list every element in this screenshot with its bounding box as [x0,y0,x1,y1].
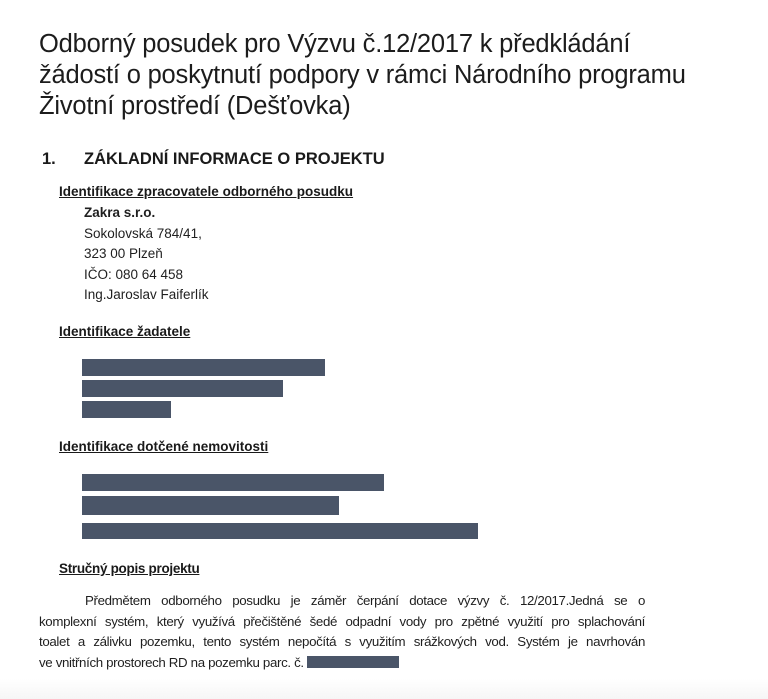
applicant-heading: Identifikace žadatele [59,324,191,339]
processor-company: Zakra s.r.o. [84,205,156,220]
document-title [39,29,739,122]
processor-person: Ing.Jaroslav Faiferlík [84,287,209,302]
redacted-property-line [82,523,478,539]
description-heading: Stručný popis projektu [59,561,200,576]
paragraph-line: Předmětem odborného posudku je záměr čerpání dotace výzvy č. 12/2017.Jedná se o [85,593,645,608]
processor-address [84,203,209,306]
paragraph-line: komplexní systém, který využívá přečištěné šedé odpadní vody pro zpětné využití pro splachování [39,613,645,629]
redacted-parcel-number [307,656,399,668]
title-line: Životní prostředí (Dešťovka) [39,92,351,120]
section-heading [42,150,385,169]
redacted-property-line [82,496,339,515]
processor-street: Sokolovská 784/41, [84,225,202,241]
title-line: žádostí o poskytnutí podpory v rámci Národního programu [39,61,686,89]
description-paragraph [39,591,645,673]
page-bottom-shadow [0,679,768,699]
paragraph-last-line [39,653,645,674]
redacted-applicant-line [82,380,283,397]
title-line: Odborný posudek pro Výzvu č.12/2017 k předkládání [39,30,631,58]
paragraph-line: toalet a zálivku pozemku, tento systém nepočítá s využitím srážkových vod. Systém je navrhován [39,634,645,649]
section-title: ZÁKLADNÍ INFORMACE O PROJEKTU [84,150,385,168]
redacted-applicant-line [82,359,325,376]
property-heading: Identifikace dotčené nemovitosti [59,439,269,454]
processor-city: 323 00 Plzeň [84,246,163,261]
processor-ico: IČO: 080 64 458 [84,266,184,282]
processor-heading: Identifikace zpracovatele odborného posudku [59,184,354,199]
redacted-property-line [82,474,384,491]
redacted-applicant-line [82,401,171,418]
paragraph-line-text: ve vnitřních prostorech RD na pozemku parc. č. [39,654,304,670]
section-number: 1. [42,150,56,168]
